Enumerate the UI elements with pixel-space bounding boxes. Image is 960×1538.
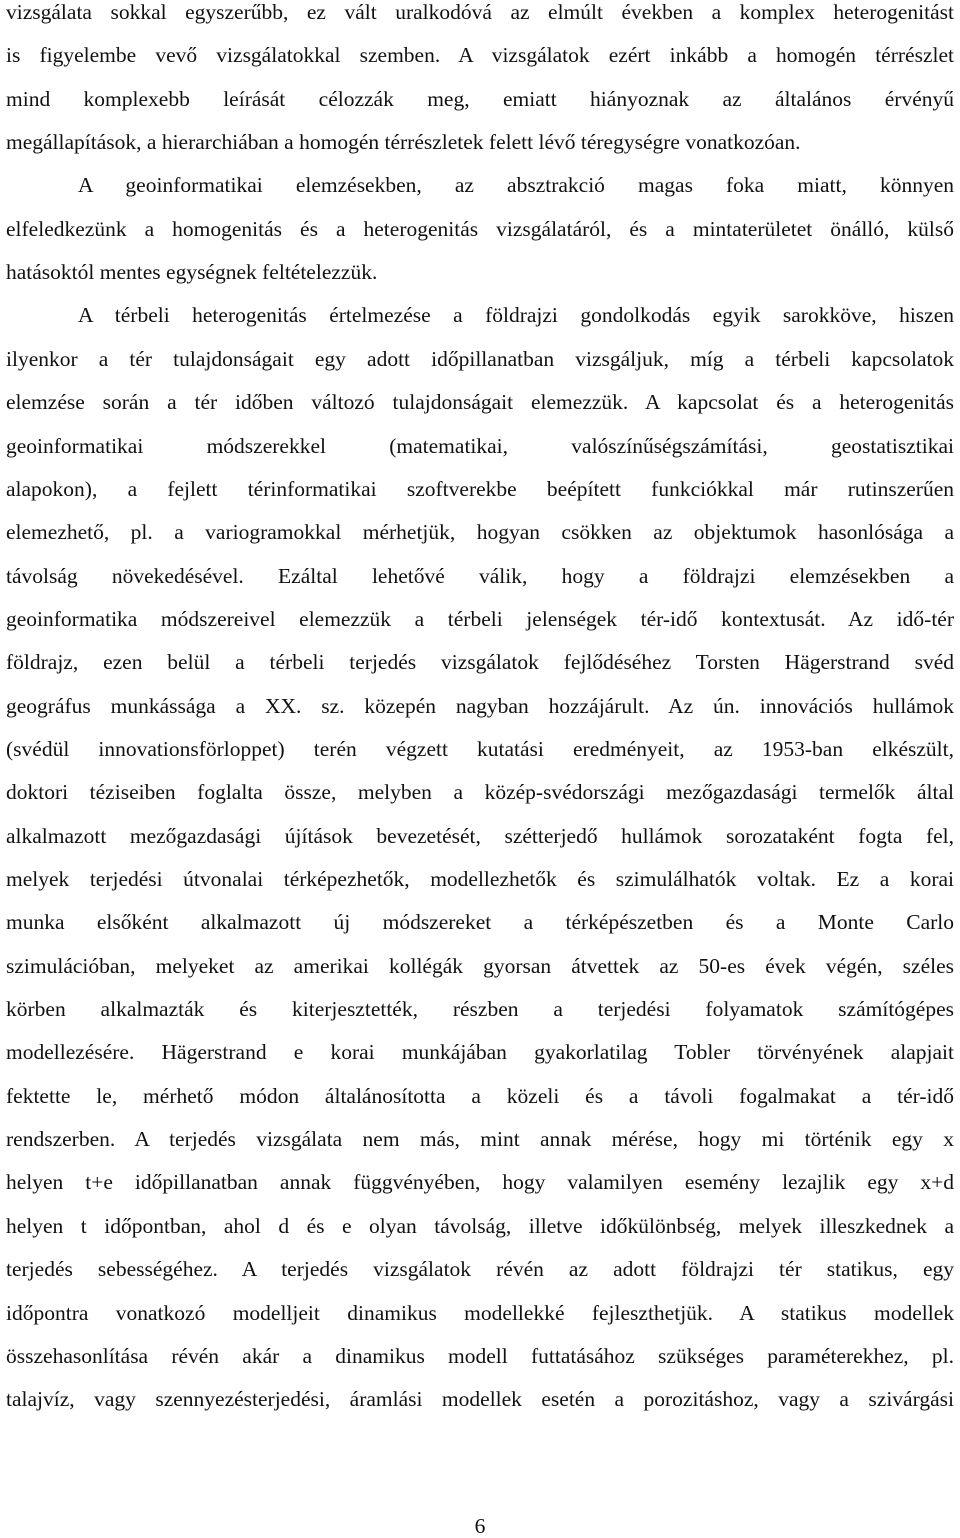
body-text-line: melyek terjedési útvonalai térképezhetők, modellezhetők és szimulálhatók voltak. Ez a korai [6,867,954,891]
body-text-line: elemezhető, pl. a variogramokkal mérhetjük, hogyan csökken az objektumok hasonlósága a [6,520,954,545]
body-text-line: munka elsőként alkalmazott új módszereket a térképészetben és a Monte Carlo [6,910,954,935]
body-text-line: helyen t+e időpillanatban annak függvényében, hogy valamilyen esemény lezajlik egy x+d [6,1170,954,1195]
body-text-line: (svédül innovationsförloppet) terén végzett kutatási eredményeit, az 1953-ban elkészült, [6,736,954,761]
body-text-line: megállapítások, a hierarchiában a homogén térrészletek felett lévő téregységre vonatkozóan. [6,130,801,155]
body-text-line: rendszerben. A terjedés vizsgálata nem más, mint annak mérése, hogy mi történik egy x [6,1127,954,1152]
body-text-line: hatásoktól mentes egységnek feltételezzük. [6,260,378,285]
body-text-line: geoinformatikai módszerekkel (matematikai, valószínűségszámítási, geostatisztikai [6,433,954,458]
body-text-line: földrajz, ezen belül a térbeli terjedés vizsgálatok fejlődéséhez Torsten Hägerstrand svéd [6,650,954,675]
body-text-line: alapokon), a fejlett térinformatikai szoftverekbe beépített funkciókkal már rutinszerűen [6,476,954,501]
body-text-line: talajvíz, vagy szennyezésterjedési, áramlási modellek esetén a porozitáshoz, vagy a szivárgási [6,1387,954,1412]
body-text-line: terjedés sebességéhez. A terjedés vizsgálatok révén az adott földrajzi tér statikus, egy [6,1257,954,1282]
body-text-line: szimulációban, melyeket az amerikai kollégák gyorsan átvettek az 50-es évek végén, széles [6,953,954,978]
body-text-line: ilyenkor a tér tulajdonságait egy adott időpillanatban vizsgáljuk, míg a térbeli kapcsolatok [6,346,954,371]
body-text-line: távolság növekedésével. Ezáltal lehetővé válik, hogy a földrajzi elemzésekben a [6,563,954,588]
body-text-line: fektette le, mérhető módon általánosította a közeli és a távoli fogalmakat a tér-idő [6,1083,954,1108]
body-text-line: A geoinformatikai elemzésekben, az absztrakció magas foka miatt, könnyen [78,173,954,198]
body-text-line: alkalmazott mezőgazdasági újítások bevezetését, szétterjedő hullámok sorozataként fogta fel, [6,823,954,848]
body-text-line: doktori téziseiben foglalta össze, melyben a közép-svédországi mezőgazdasági termelők által [6,780,954,805]
body-text-line: időpontra vonatkozó modelljeit dinamikus modellekké fejleszthetjük. A statikus modellek [6,1300,954,1325]
body-text-line: helyen t időpontban, ahol d és e olyan távolság, illetve időkülönbség, melyek illeszkednek a [6,1213,954,1238]
body-text-line: geoinformatika módszereivel elemezzük a térbeli jelenségek tér-idő kontextusát. Az idő-tér [6,606,954,631]
body-text-line: körben alkalmazták és kiterjesztették, részben a terjedési folyamatok számítógépes [6,997,954,1022]
body-text-line: összehasonlítása révén akár a dinamikus modell futtatásához szükséges paraméterekhez, pl. [6,1343,954,1368]
page-number: 6 [474,1514,486,1538]
body-text-line: is figyelembe vevő vizsgálatokkal szemben. A vizsgálatok ezért inkább a homogén térrészlet [6,43,954,68]
body-text-line: elemzése során a tér időben változó tulajdonságait elemezzük. A kapcsolat és a heterogenitás [6,390,954,415]
body-text-line: geográfus munkássága a XX. sz. közepén nagyban hozzájárult. Az ún. innovációs hullámok [6,693,954,718]
body-text-line: vizsgálata sokkal egyszerűbb, ez vált uralkodóvá az elmúlt években a komplex heterogenitást [6,0,954,24]
body-text-line: modellezésére. Hägerstrand e korai munkájában gyakorlatilag Tobler törvényének alapjait [6,1040,954,1065]
body-text-line: mind komplexebb leírását célozzák meg, emiatt hiányoznak az általános érvényű [6,86,954,111]
body-text-line: elfeledkezünk a homogenitás és a heterogenitás vizsgálatáról, és a mintaterületet önálló, külső [6,216,954,241]
body-text-line: A térbeli heterogenitás értelmezése a földrajzi gondolkodás egyik sarokköve, hiszen [78,303,954,328]
